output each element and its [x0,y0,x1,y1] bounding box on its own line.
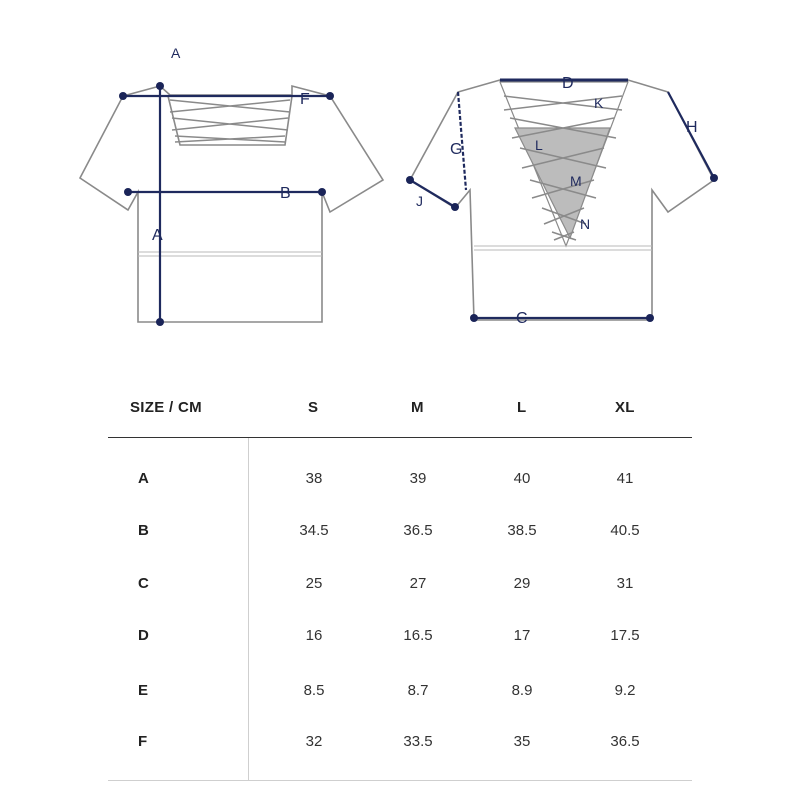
cell-value: 32 [305,733,323,750]
header-size-cm: SIZE / CM [130,399,202,416]
header-size-m: M [411,399,424,416]
cell-value: 8.7 [407,682,429,699]
row-label: E [138,682,149,699]
cell-value: 36.5 [403,522,433,539]
header-size-xl: XL [615,399,635,416]
label-k: K [594,95,604,111]
header-size-s: S [308,399,319,416]
measure-dot [710,174,718,182]
label-d: D [562,75,574,92]
cell-value: 33.5 [403,733,433,750]
cell-value: 36.5 [610,733,640,750]
table-row [108,682,692,712]
table-row [108,627,692,657]
measure-dot [646,314,654,322]
label-g: G [450,141,463,158]
header-size-l: L [517,399,527,416]
label-m: M [570,173,582,189]
cell-value: 8.5 [303,682,325,699]
table-row [108,470,692,500]
label-j: J [416,193,423,209]
label-n: N [580,216,591,232]
cell-value: 17.5 [610,627,640,644]
label-h: H [686,119,698,136]
label-a-body: A [152,227,163,244]
cell-value: 38 [305,470,323,487]
cell-value: 27 [409,575,427,592]
label-b: B [280,185,291,202]
measure-dot [318,188,326,196]
cell-value: 40 [513,470,531,487]
cell-value: 41 [616,470,634,487]
measure-dot [156,82,164,90]
row-label: A [138,470,149,487]
cell-value: 8.9 [511,682,533,699]
cell-value: 35 [513,733,531,750]
table-row [108,575,692,605]
label-a-top: A [171,45,181,61]
measure-dot [470,314,478,322]
back-view [406,75,718,327]
table-row [108,733,692,763]
cell-value: 34.5 [299,522,329,539]
row-label: B [138,522,149,539]
measure-dot [124,188,132,196]
measure-dot [156,318,164,326]
cell-value: 40.5 [610,522,640,539]
table-header [108,385,692,438]
measure-dot [406,176,414,184]
label-c: C [516,310,528,327]
cell-value: 31 [616,575,634,592]
cell-value: 25 [305,575,323,592]
cell-value: 9.2 [614,682,636,699]
measure-dot [326,92,334,100]
cell-value: 38.5 [507,522,537,539]
cell-value: 29 [513,575,531,592]
measure-dot [119,92,127,100]
garment-measurement-diagram [0,0,800,350]
cell-value: 39 [409,470,427,487]
row-label: C [138,575,149,592]
size-chart-table [108,385,692,781]
table-row [108,522,692,552]
front-view [80,45,383,326]
cell-value: 17 [513,627,531,644]
row-label: D [138,627,149,644]
row-label: F [138,733,148,750]
measure-dot [451,203,459,211]
table-body [108,438,692,781]
label-f: F [300,91,310,108]
cell-value: 16 [305,627,323,644]
cell-value: 16.5 [403,627,433,644]
front-neckline [168,96,292,145]
label-l: L [535,137,543,153]
